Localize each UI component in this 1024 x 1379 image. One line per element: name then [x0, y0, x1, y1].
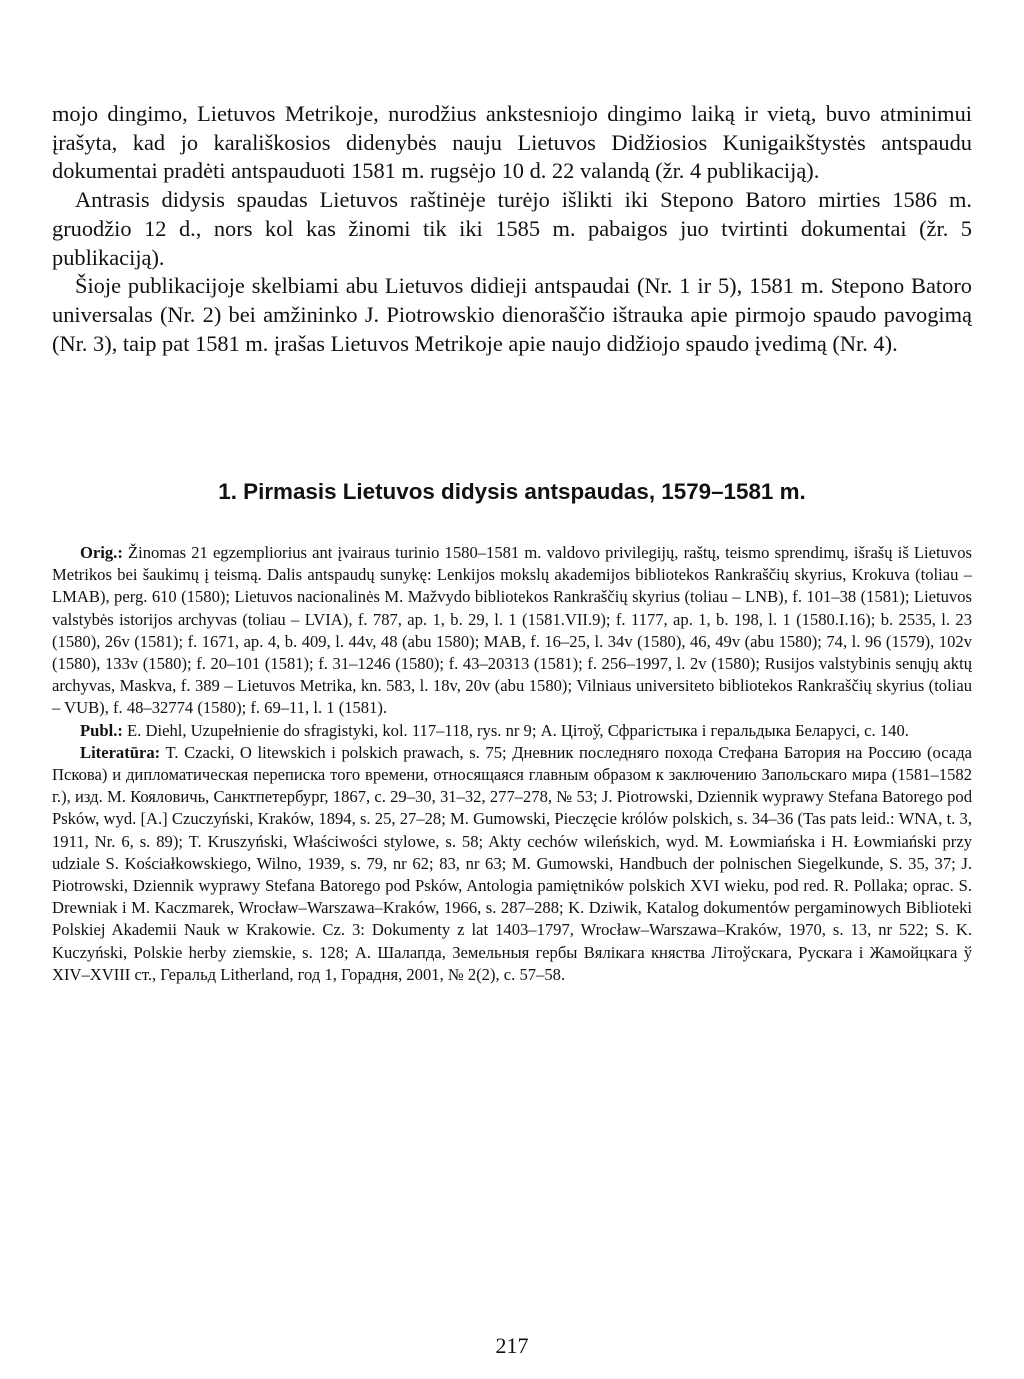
source-notes — [52, 542, 972, 986]
orig-text: Žinomas 21 egzempliorius ant įvairaus turinio 1580–1581 m. valdovo privilegijų, raštų, teismo sprendimų, išrašų iš Lietuvos Metrikos bei šaukimų į teismą. Dalis antspaudų sunykę: Lenkijos mokslų akademijos bibliotekos Rankraščių skyrius, Krokuva (toliau – LMAB), perg. 610 (1580); Lietuvos nacionalinės M. Mažvydo bibliotekos Rankraščių skyrius (toliau – LNB), f. 101–38 (1581); Lietuvos valstybės istorijos archyvas (toliau – LVIA), f. 787, ap. 1, b. 29, l. 1 (1581.VII.9); f. 1177, ap. 1, b. 198, l. 1 (1580.I.16); b. 2535, l. 23 (1580), 26v (1581); f. 1671, ap. 4, b. 409, l. 44v, 48 (abu 1580); MAB, f. 16–25, l. 34v (1580), 46, 49v (abu 1580); 74, l. 96 (1579), 102v (1580), 133v (1580); f. 20–101 (1581); f. 31–1246 (1580); f. 43–20313 (1581); f. 256–1997, l. 2v (1580); Rusijos valstybinis senųjų aktų archyvas, Maskva, f. 389 – Lietuvos Metrika, kn. 583, l. 18v, 20v (abu 1580); Vilniaus universiteto bibliotekos Rankraščių skyrius (toliau – VUB), f. 48–32774 (1580); f. 69–11, l. 1 (1581). — [52, 543, 972, 718]
orig-note — [52, 542, 972, 720]
literatura-note — [52, 742, 972, 986]
literatura-label: Literatūra: — [80, 742, 161, 762]
publ-label: Publ.: — [80, 720, 123, 740]
body-text — [52, 100, 972, 358]
publ-note — [52, 720, 972, 742]
section-heading: 1. Pirmasis Lietuvos didysis antspaudas, 1579–1581 m. — [218, 479, 806, 504]
orig-label: Orig.: — [80, 543, 123, 562]
publ-text: E. Diehl, Uzupełnienie do sfragistyki, kol. 117–118, rys. nr 9; А. Цітоў, Сфрагістыка і геральдыка Беларусі, с. 140. — [127, 720, 909, 740]
paragraph-2: Antrasis didysis spaudas Lietuvos raštinėje turėjo išlikti iki Stepono Batoro mirties 1586 m. gruodžio 12 d., nors kol kas žinomi tik iki 1585 m. pabaigos juo tvirtinti dokumentai (žr. 5 publikaciją). — [52, 187, 972, 270]
paragraph-3: Šioje publikacijoje skelbiami abu Lietuvos didieji antspaudai (Nr. 1 ir 5), 1581 m. Stepono Batoro universalas (Nr. 2) bei amžininko J. Piotrowskio dienoraščio ištrauka apie pirmojo spaudo pavogimą (Nr. 3), taip pat 1581 m. įrašas Lietuvos Metrikoje apie naujo didžiojo spaudo įvedimą (Nr. 4). — [52, 273, 972, 356]
page-number: 217 — [495, 1333, 529, 1358]
literatura-text: T. Czacki, O litewskich i polskich prawach, s. 75; Дневник последняго похода Стефана Батория на Россию (осада Пскова) и дипломатическая переписка того времени, относящаяся главным образом к заключению Запольскаго мира (1581–1582 г.), изд. М. Кояловичь, Санктпетербург, 1867, с. 29–30, 31–32, 277–278, № 53; J. Piotrowski, Dziennik wyprawy Stefana Batorego pod Psków, wyd. [A.] Czuczyński, Kraków, 1894, s. 25, 27–28; M. Gumowski, Pieczęcie królów polskich, s. 34–36 (Tas pats leid.: WNA, t. 3, 1911, Nr. 6, s. 89); T. Kruszyński, Właściwości stylowe, s. 58; Akty cechów wileńskich, wyd. M. Łowmiańska i H. Łowmiański przy udziale S. Kościałkowskiego, Wilno, 1939, s. 79, nr 62; 83, nr 63; M. Gumowski, Handbuch der polnischen Siegelkunde, S. 35, 37; J. Piotrowski, Dziennik wyprawy Stefana Batorego pod Psków, Antologia pamiętników polskich XVI wieku, pod red. R. Pollaka; oprac. S. Drewniak i M. Kaczmarek, Wrocław–Warszawa–Kraków, 1966, s. 287–288; K. Dziwik, Katalog dokumentów pergaminowych Biblioteki Polskiej Akademii Nauk w Krakowie. Cz. 3: Dokumenty z lat 1403–1797, Wrocław–Warszawa–Kraków, 1970, s. 13, nr 522; S. K. Kuczyński, Polskie herby ziemskie, s. 128; А. Шалапда, Земельныя гербы Вялікага княства Літоўскага, Рускага і Жамойцкага ў XIV–XVIII ст., Геральд Litherland, год 1, Горадня, 2001, № 2(2), с. 57–58. — [52, 742, 972, 984]
paragraph-1: mojo dingimo, Lietuvos Metrikoje, nurodžius ankstesniojo dingimo laiką ir vietą, buvo atminimui įrašyta, kad jo karališkosios didenybės nauju Lietuvos Didžiosios Kunigaikštystės antspaudu dokumentai pradėti antspauduoti 1581 m. rugsėjo 10 d. 22 valandą (žr. 4 publikaciją). — [52, 101, 972, 184]
